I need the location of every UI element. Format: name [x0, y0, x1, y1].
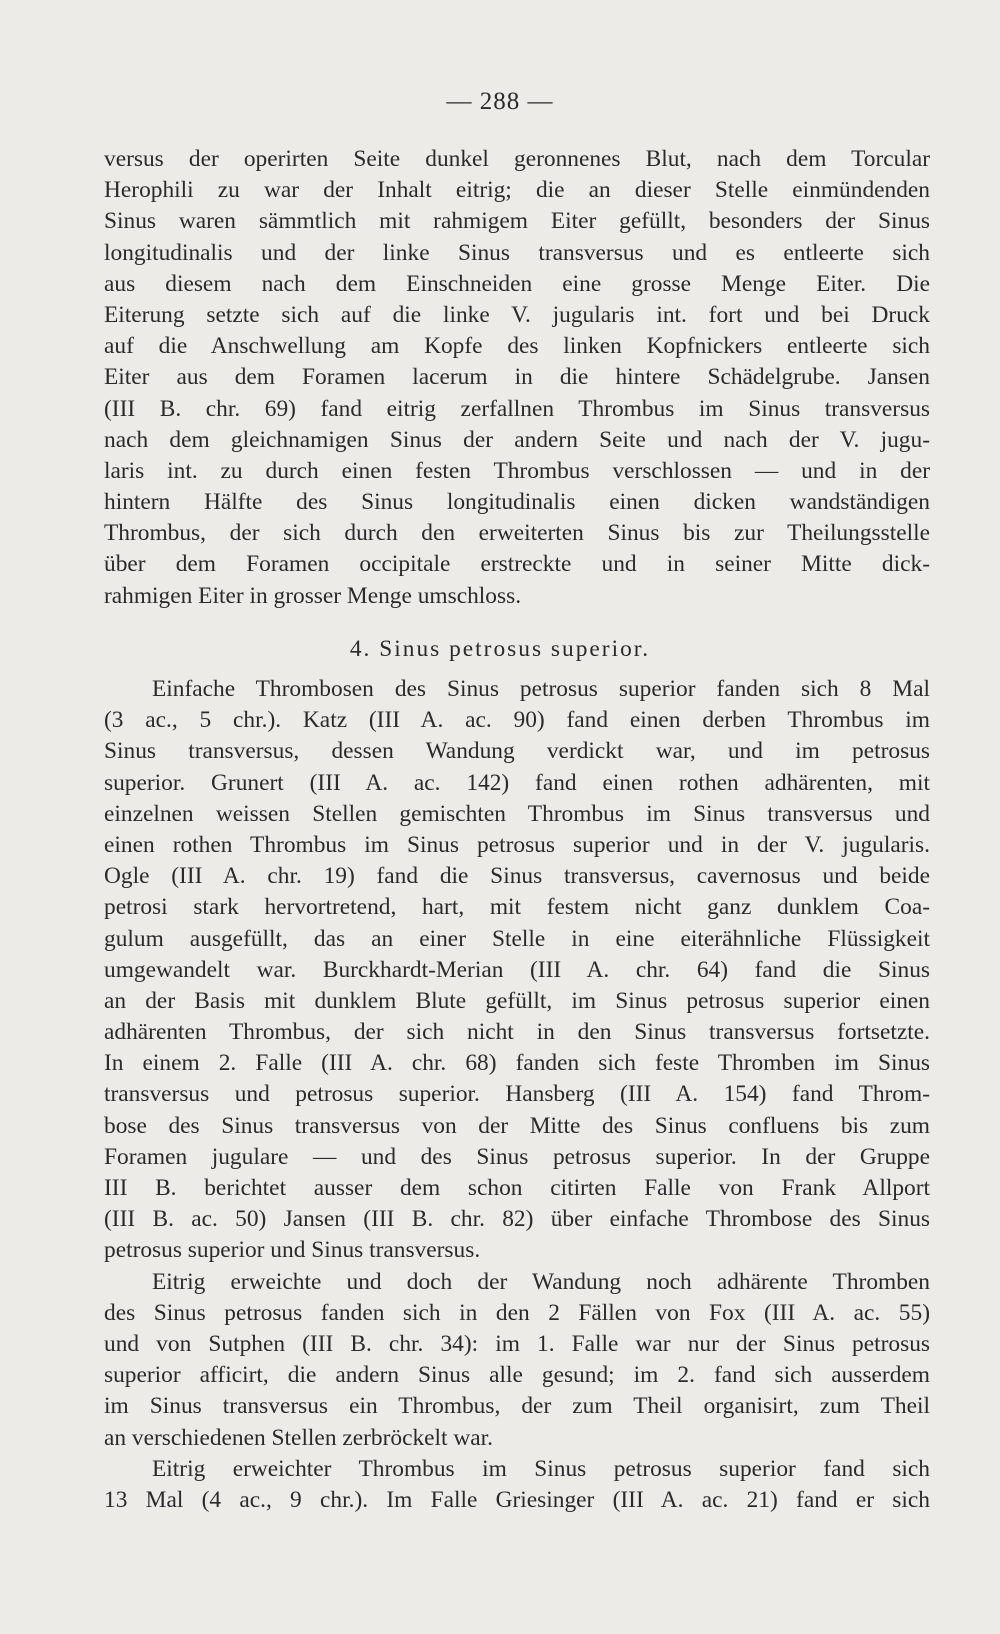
text-line: an der Basis mit dunklem Blute gefüllt, im Sinus petrosus superior einen — [104, 987, 930, 1014]
text-line: aus diesem nach dem Einschneiden eine grosse Menge Eiter. Die — [104, 270, 930, 297]
text-line: nach dem gleichnamigen Sinus der andern Seite und nach der V. jugu- — [104, 426, 930, 453]
text-line: im Sinus transversus ein Thrombus, der zum Theil organisirt, zum Theil — [104, 1393, 930, 1420]
text-line: rahmigen Eiter in grosser Menge umschloss. — [104, 582, 522, 609]
text-line: 13 Mal (4 ac., 9 chr.). Im Falle Griesinger (III A. ac. 21) fand er sich — [104, 1486, 930, 1513]
text-line: Eiter aus dem Foramen lacerum in die hintere Schädelgrube. Jansen — [104, 364, 930, 391]
text-line: über dem Foramen occipitale erstreckte und in seiner Mitte dick- — [104, 551, 930, 578]
text-line: Herophili zu war der Inhalt eitrig; die an dieser Stelle einmündenden — [104, 177, 930, 204]
text-line: (III B. ac. 50) Jansen (III B. chr. 82) über einfache Thrombose des Sinus — [104, 1206, 930, 1233]
text-line: longitudinalis und der linke Sinus transversus und es entleerte sich — [104, 239, 930, 266]
text-line: gulum ausgefüllt, das an einer Stelle in eine eiterähnliche Flüssigkeit — [104, 925, 930, 952]
text-line: bose des Sinus transversus von der Mitte des Sinus confluens bis zum — [104, 1112, 930, 1139]
section-body — [104, 674, 930, 1516]
text-line: einzelnen weissen Stellen gemischten Thrombus im Sinus transversus und — [104, 800, 930, 827]
text-line: transversus und petrosus superior. Hansberg (III A. 154) fand Throm- — [104, 1081, 930, 1108]
text-line: superior afficirt, die andern Sinus alle gesund; im 2. fand sich ausserdem — [104, 1362, 930, 1389]
text-line: an verschiedenen Stellen zerbröckelt war. — [104, 1424, 494, 1451]
text-line: Sinus transversus, dessen Wandung verdickt war, und im petrosus — [104, 738, 930, 765]
text-line: umgewandelt war. Burckhardt-Merian (III A. chr. 64) fand die Sinus — [104, 956, 930, 983]
text-line: hintern Hälfte des Sinus longitudinalis einen dicken wandständigen — [104, 489, 930, 516]
text-line: adhärenten Thrombus, der sich nicht in den Sinus transversus fortsetzte. — [104, 1019, 930, 1046]
text-line: Einfache Thrombosen des Sinus petrosus superior fanden sich 8 Mal — [152, 676, 930, 702]
text-line: des Sinus petrosus fanden sich in den 2 Fällen von Fox (III A. ac. 55) — [104, 1299, 930, 1326]
text-line: (3 ac., 5 chr.). Katz (III A. ac. 90) fand einen derben Thrombus im — [104, 707, 930, 734]
text-line: laris int. zu durch einen festen Thrombus verschlossen — und in der — [104, 457, 930, 484]
page-number: — 288 — — [446, 88, 554, 115]
text-line: Eitrig erweichter Thrombus im Sinus petrosus superior fand sich — [152, 1455, 930, 1482]
text-line: und von Sutphen (III B. chr. 34): im 1. Falle war nur der Sinus petrosus — [104, 1330, 930, 1357]
text-line: Ogle (III A. chr. 19) fand die Sinus transversus, cavernosus und beide — [104, 863, 930, 890]
text-line: (III B. chr. 69) fand eitrig zerfallnen Thrombus im Sinus transversus — [104, 395, 930, 422]
text-line: III B. berichtet ausser dem schon citirten Falle von Frank Allport — [104, 1175, 930, 1201]
text-line: auf die Anschwellung am Kopfe des linken Kopfnickers entleerte sich — [104, 333, 930, 360]
text-line: versus der operirten Seite dunkel geronnenes Blut, nach dem Torcular — [104, 146, 930, 172]
text-line: petrosi stark hervortretend, hart, mit festem nicht ganz dunklem Coa- — [104, 894, 930, 921]
text-line: einen rothen Thrombus im Sinus petrosus superior und in der V. jugularis. — [104, 831, 930, 858]
text-line: Eitrig erweichte und doch der Wandung noch adhärente Thromben — [152, 1268, 930, 1295]
text-line: Eiterung setzte sich auf die linke V. jugularis int. fort und bei Druck — [104, 301, 930, 328]
text-line: petrosus superior und Sinus transversus. — [104, 1237, 481, 1264]
text-line: Sinus waren sämmtlich mit rahmigem Eiter gefüllt, besonders der Sinus — [104, 208, 930, 235]
text-line: Foramen jugulare — und des Sinus petrosus superior. In der Gruppe — [104, 1143, 930, 1170]
text-line: Thrombus, der sich durch den erweiterten Sinus bis zur Theilungsstelle — [104, 520, 930, 547]
text-line: In einem 2. Falle (III A. chr. 68) fanden sich feste Thromben im Sinus — [104, 1050, 930, 1077]
section-heading: 4. Sinus petrosus superior. — [349, 636, 651, 662]
paragraph-continuation — [104, 144, 930, 612]
text-line: superior. Grunert (III A. ac. 142) fand einen rothen adhärenten, mit — [104, 769, 930, 796]
